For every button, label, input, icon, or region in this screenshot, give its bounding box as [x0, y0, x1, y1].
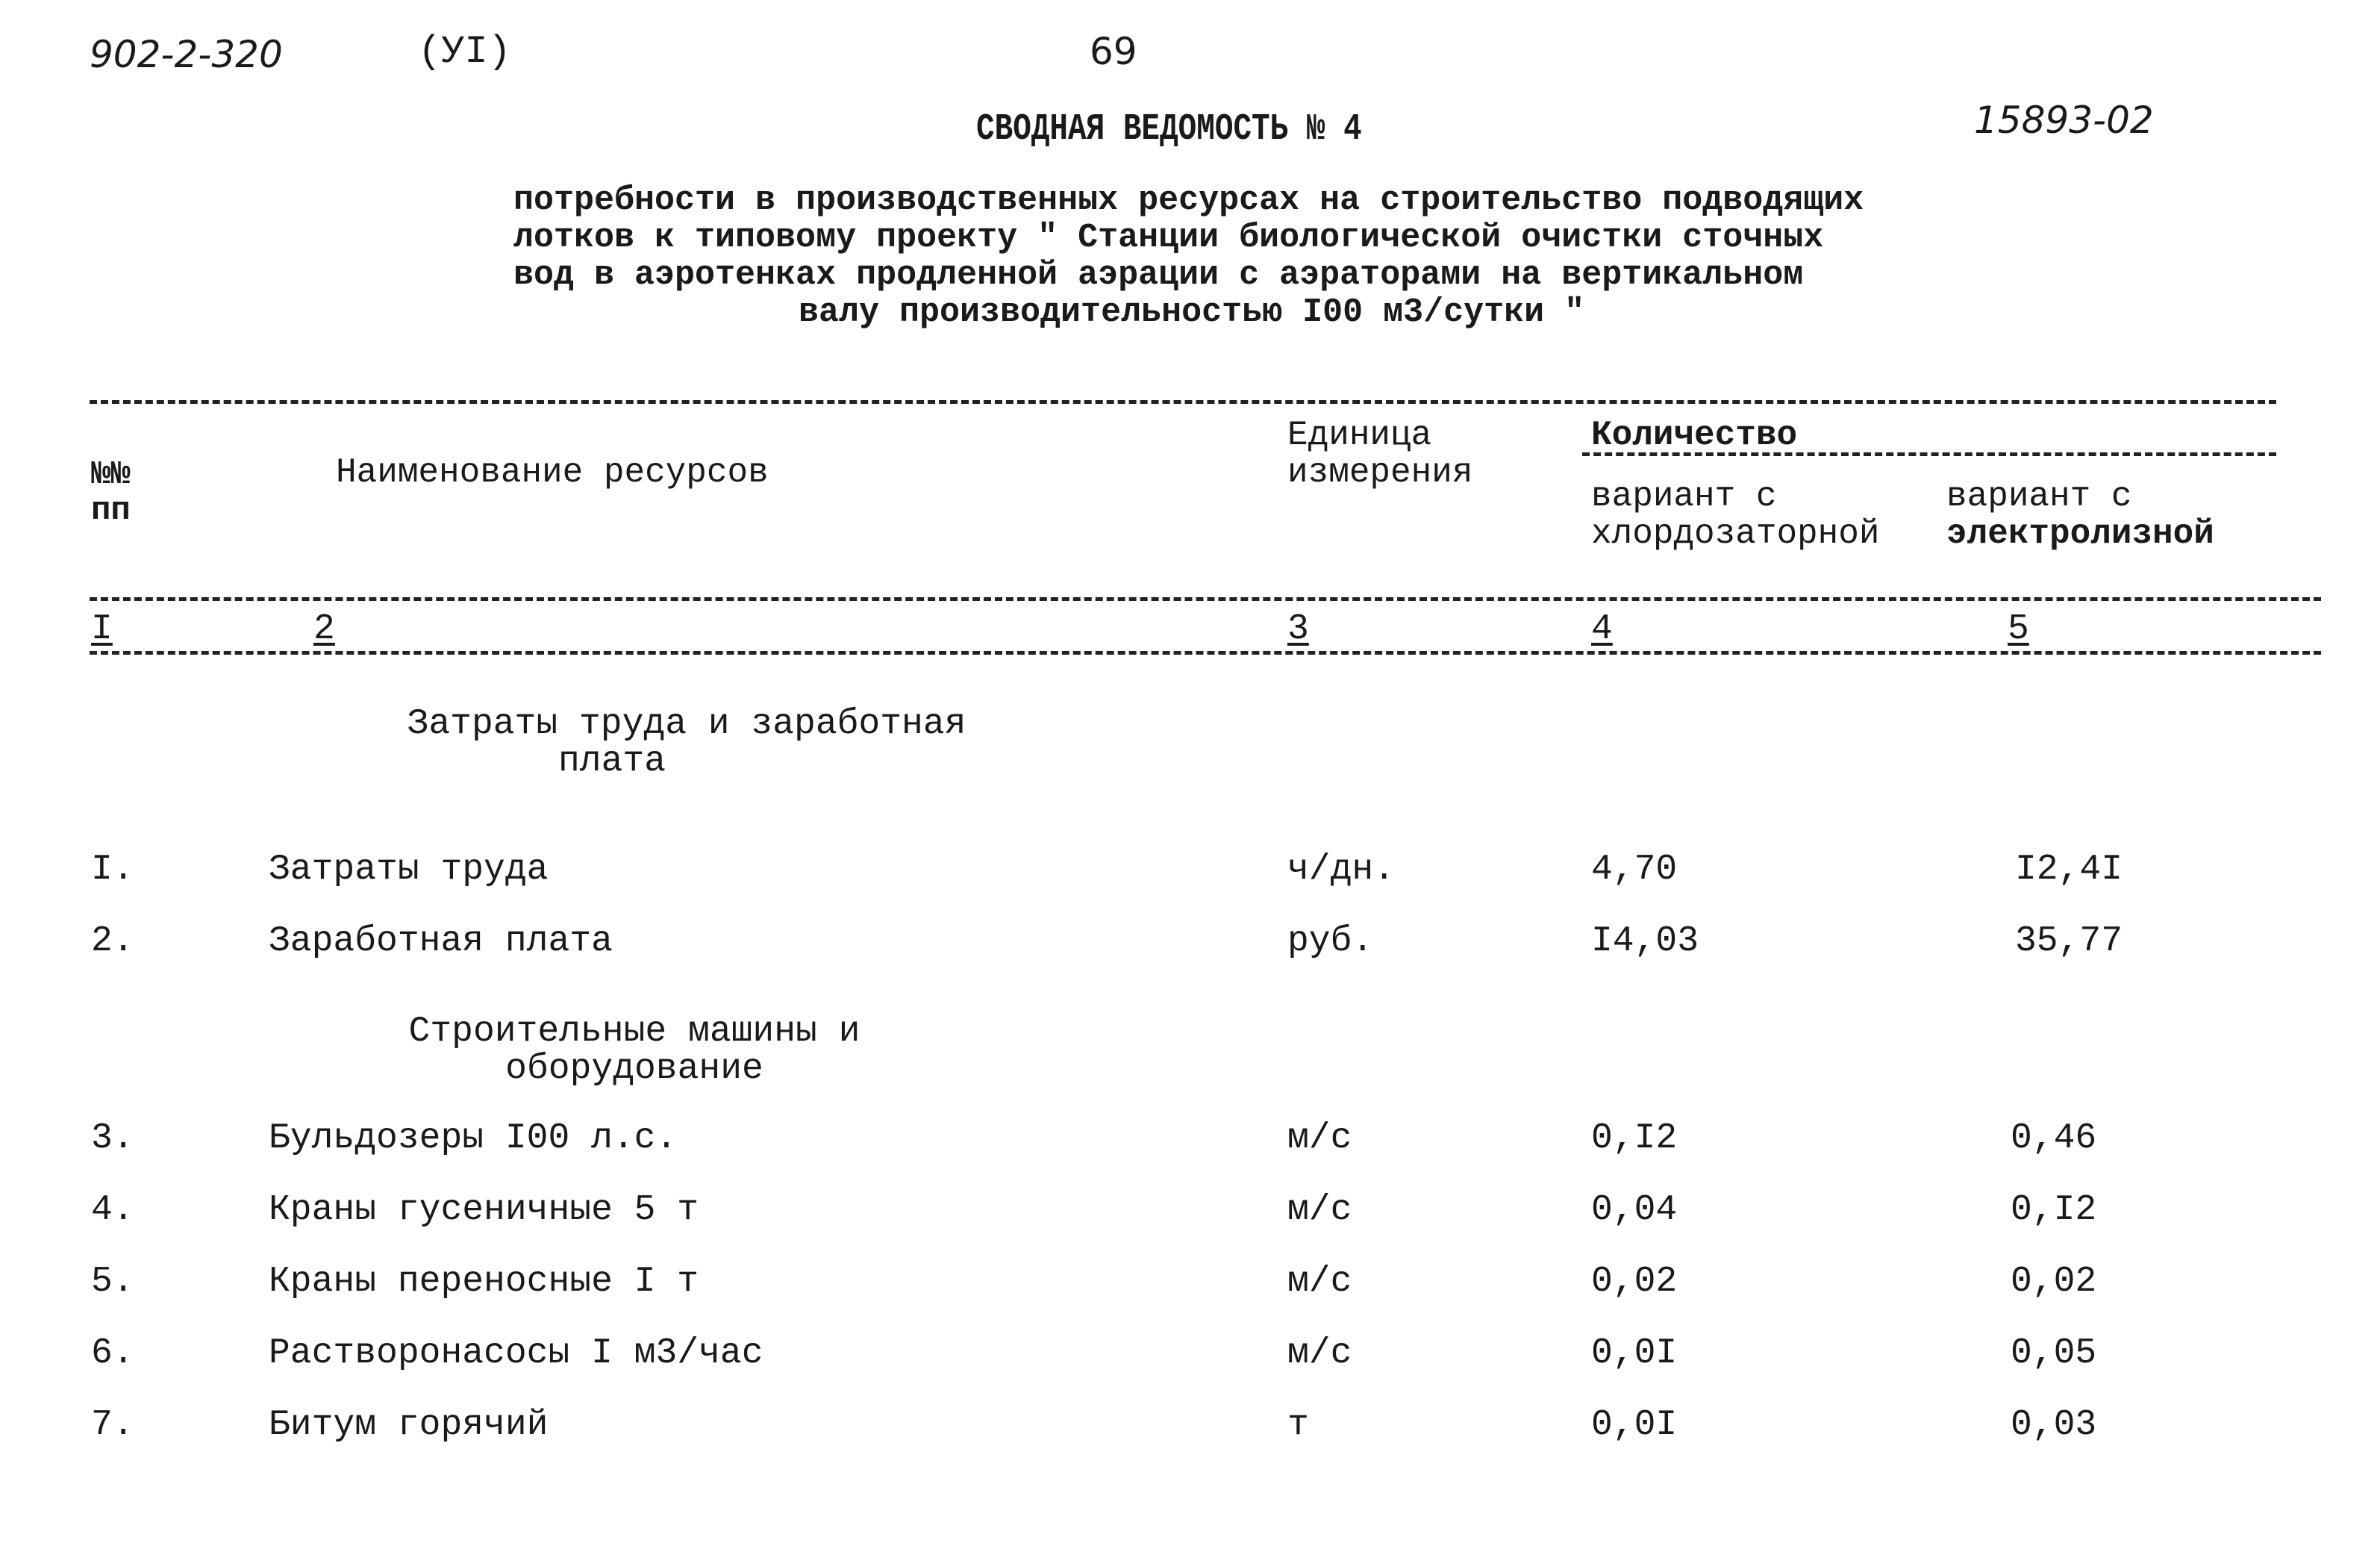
variant2-value: 0,02 — [2011, 1262, 2097, 1302]
header-name: Наименование ресурсов — [336, 453, 769, 492]
row-number: 4. — [91, 1190, 134, 1230]
page-number: 69 — [1090, 30, 1137, 73]
variant1-value: 0,04 — [1591, 1190, 1678, 1230]
document-code: 902-2-320 — [90, 33, 283, 76]
row-number: 3. — [91, 1118, 134, 1159]
variant2-value: 35,77 — [2015, 921, 2123, 962]
variant2-value: 0,I2 — [2011, 1190, 2097, 1230]
resource-name: Заработная плата — [269, 921, 613, 962]
resource-name: Затраты труда — [269, 850, 549, 890]
variant2-value: 0,03 — [2011, 1405, 2097, 1445]
unit: т — [1287, 1405, 1309, 1445]
resource-name: Краны гусеничные 5 т — [269, 1190, 699, 1230]
variant1-value: 0,0I — [1591, 1333, 1678, 1374]
resource-name: Битум горячий — [269, 1405, 549, 1445]
row-number: I. — [91, 850, 134, 890]
subtitle-line: потребности в производственных ресурсах на строительство подводящих — [513, 181, 1864, 219]
header-unit-line2: измерения — [1287, 453, 1473, 492]
subtitle-line: лотков к типовому проекту " Станции биологической очистки сточных — [513, 219, 1824, 257]
header-num-line1: №№ — [91, 456, 131, 493]
column-numbers-rule — [90, 651, 2321, 655]
document-title: СВОДНАЯ ВЕДОМОСТЬ № 4 — [976, 108, 1362, 151]
sheet-label: (УI) — [418, 30, 511, 74]
variant1-value: 0,02 — [1591, 1262, 1678, 1302]
header-unit-line1: Единица — [1287, 416, 1432, 455]
row-number: 7. — [91, 1405, 134, 1445]
resource-name: Краны переносные I т — [269, 1262, 699, 1302]
row-number: 6. — [91, 1333, 134, 1374]
unit: руб. — [1287, 921, 1374, 962]
column-number: 5 — [2008, 609, 2029, 649]
header-bottom-rule — [90, 597, 2321, 601]
variant2-value: 0,05 — [2011, 1333, 2097, 1374]
variant2-value: 0,46 — [2011, 1118, 2097, 1159]
unit: м/с — [1287, 1118, 1352, 1159]
table-top-rule — [90, 400, 2276, 404]
column-number: 2 — [313, 609, 335, 649]
section-title: оборудование — [505, 1049, 763, 1089]
header-variant1-line2: хлордозаторной — [1591, 514, 1880, 553]
variant1-value: 0,0I — [1591, 1405, 1678, 1445]
header-variant1-line1: вариант с — [1591, 477, 1777, 516]
column-number: 3 — [1287, 609, 1309, 649]
resource-name: Бульдозеры I00 л.с. — [269, 1118, 678, 1159]
resource-name: Растворонасосы I м3/час — [269, 1333, 763, 1374]
header-variant2-line1: вариант с — [1946, 477, 2132, 516]
variant1-value: 0,I2 — [1591, 1118, 1678, 1159]
row-number: 2. — [91, 921, 134, 962]
column-number: 4 — [1591, 609, 1613, 649]
subtitle-line: валу производительностью I00 м3/сутки " — [799, 293, 1585, 331]
section-title: Затраты труда и заработная — [407, 704, 966, 744]
header-variant2-line2: электролизной — [1946, 514, 2214, 553]
section-title: плата — [557, 741, 666, 782]
unit: ч/дн. — [1287, 850, 1396, 890]
variant2-value: I2,4I — [2015, 850, 2123, 890]
header-quantity: Количество — [1591, 416, 1798, 455]
variant1-value: I4,03 — [1591, 921, 1699, 962]
variant1-value: 4,70 — [1591, 850, 1678, 890]
row-number: 5. — [91, 1262, 134, 1302]
unit: м/с — [1287, 1333, 1352, 1374]
inventory-stamp: 15893-02 — [1974, 99, 2154, 142]
unit: м/с — [1287, 1262, 1352, 1302]
unit: м/с — [1287, 1190, 1352, 1230]
subtitle-line: вод в аэротенках продленной аэрации с аэраторами на вертикальном — [513, 256, 1804, 294]
header-num-line2: пп — [91, 492, 131, 529]
column-number: I — [91, 609, 113, 649]
section-title: Строительные машины и — [408, 1012, 861, 1052]
